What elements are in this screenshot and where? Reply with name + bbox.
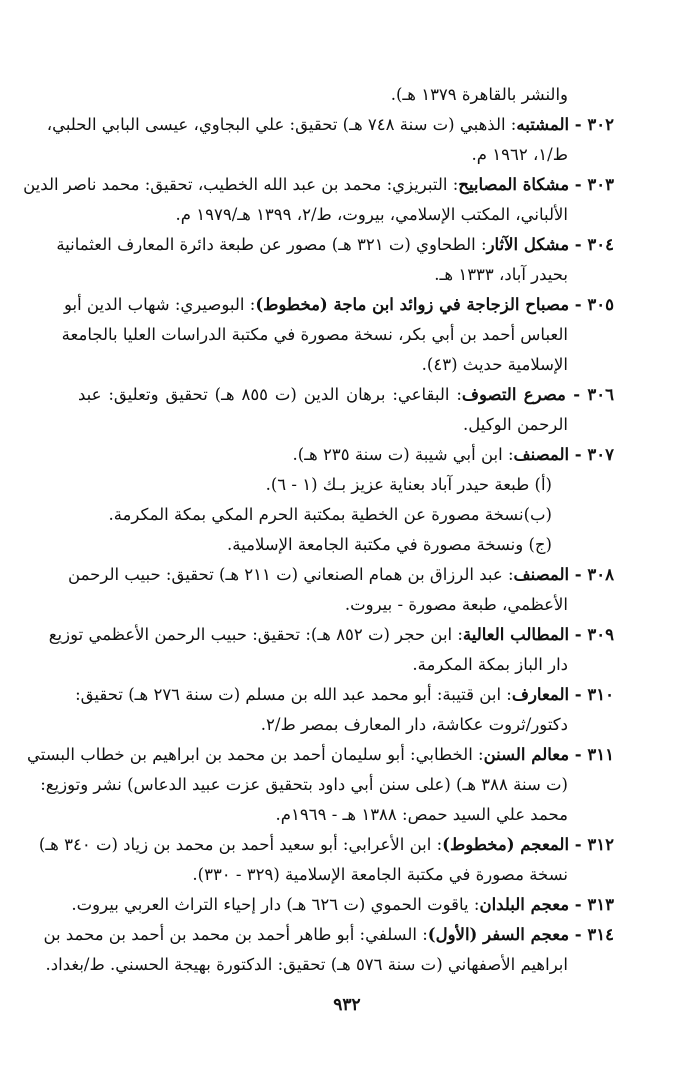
entry-text: ابراهيم الأصفهاني (ت سنة ٥٧٦ هـ) تحقيق: الدكتورة بهيجة الحسني. ط/بغداد.	[45, 955, 568, 974]
entry-text: والنشر بالقاهرة ١٣٧٩ هـ).	[390, 85, 568, 104]
entry-title: معالم السنن	[483, 745, 570, 764]
entry-text: الإسلامية حديث (٤٣).	[421, 355, 568, 374]
entry-text: (ج) ونسخة مصورة في مكتبة الجامعة الإسلامية.	[227, 535, 552, 554]
entry-number: ٣٠٥ -	[569, 295, 614, 314]
entry-title: المشتبه	[516, 115, 570, 134]
entry-number: ٣١١ -	[569, 745, 614, 764]
entry-text: (أ) طبعة حيدر آباد بعناية عزيز بـك (١ - ٦).	[265, 475, 552, 494]
entry-first-line	[78, 380, 614, 410]
entry-title: مصرع التصوف	[461, 385, 566, 404]
entry-title: مصباح الزجاجة في زوائد ابن ماجة (مخطوط)	[255, 295, 570, 314]
entry-first-line	[75, 680, 614, 710]
entry-title: المعارف	[511, 685, 570, 704]
entry-text: بحيدر آباد، ١٣٣٣ هـ.	[434, 265, 568, 284]
entry-sub-item-line	[78, 530, 614, 560]
entry-text: : السلفي: أبو طاهر أحمد بن محمد بن أحمد بن محمد بن	[43, 925, 428, 944]
entry-continuation-line	[78, 260, 614, 290]
entry-text: : ياقوت الحموي (ت ٦٢٦ هـ) دار إحياء التراث العربي بيروت.	[71, 895, 480, 914]
page-number: ٩٣٢	[333, 995, 361, 1015]
entry-text: : ابن حجر (ت ٨٥٢ هـ): تحقيق: حبيب الرحمن الأعظمي توزيع	[48, 625, 463, 644]
entry-sub-item-line	[78, 500, 614, 530]
entry-first-line	[71, 890, 614, 920]
entry-number: ٣١٢ -	[569, 835, 614, 854]
entry-continuation-line	[78, 200, 614, 230]
entry-first-line	[78, 440, 614, 470]
entry-text: الرحمن الوكيل.	[463, 415, 568, 434]
entry-first-line	[43, 920, 614, 950]
entry-title: مشكاة المصابيح	[458, 175, 570, 194]
entry-title: المعجم (مخطوط)	[442, 835, 570, 854]
entry-text: : ابن الأعرابي: أبو سعيد أحمد بن محمد بن زياد (ت ٣٤٠ هـ)	[38, 835, 443, 854]
entry-text: : الطحاوي (ت ٣٢١ هـ) مصور عن طبعة دائرة المعارف العثمانية	[56, 235, 487, 254]
entry-number: ٣٠٩ -	[569, 625, 614, 644]
entry-title: معجم البلدان	[479, 895, 570, 914]
entry-title: المصنف	[513, 445, 570, 464]
entry-text: العباس أحمد بن أبي بكر، نسخة مصورة في مكتبة الدراسات العليا بالجامعة	[61, 325, 568, 344]
entry-first-line	[23, 170, 614, 200]
entry-continuation-line	[78, 350, 614, 380]
entry-first-line	[56, 230, 614, 260]
entry-number: ٣٠٣ -	[569, 175, 614, 194]
entry-continuation-line	[78, 80, 614, 110]
entry-text: الألباني، المكتب الإسلامي، بيروت، ط/٢، ١٣٩٩ هـ/١٩٧٩ م.	[175, 205, 568, 224]
entry-number: ٣٠٧ -	[569, 445, 614, 464]
entry-continuation-line	[61, 320, 614, 350]
entry-continuation-line	[78, 410, 614, 440]
entry-first-line	[48, 620, 614, 650]
entry-text: : ابن أبي شيبة (ت سنة ٢٣٥ هـ).	[292, 445, 514, 464]
entry-text: دار الباز بمكة المكرمة.	[412, 655, 568, 674]
entry-first-line	[38, 830, 614, 860]
entry-text: : عبد الرزاق بن همام الصنعاني (ت ٢١١ هـ) تحقيق: حبيب الرحمن	[68, 565, 514, 584]
entry-sub-item-line	[78, 470, 614, 500]
entry-number: ٣٠٨ -	[569, 565, 614, 584]
entry-number: ٣٠٢ -	[569, 115, 614, 134]
entry-title: المطالب العالية	[462, 625, 570, 644]
entry-number: ٣١٣ -	[569, 895, 614, 914]
entry-first-line	[63, 290, 614, 320]
entry-text: : الخطابي: أبو سليمان أحمد بن محمد بن ابراهيم بن خطاب البستي	[26, 745, 484, 764]
entry-title: مشكل الآثار	[486, 235, 570, 254]
entry-continuation-line	[78, 140, 614, 170]
entry-continuation-line	[78, 650, 614, 680]
entry-text: الأعظمي، طبعة مصورة - بيروت.	[344, 595, 568, 614]
entry-title: المصنف	[513, 565, 570, 584]
entry-text: : الذهبي (ت سنة ٧٤٨ هـ) تحقيق: علي البجاوي، عيسى البابي الحلبي،	[46, 115, 517, 134]
entry-continuation-line	[78, 860, 614, 890]
entry-text: : البوصيري: شهاب الدين أبو	[63, 295, 256, 314]
entry-first-line	[68, 560, 614, 590]
entry-text: : ابن قتيبة: أبو محمد عبد الله بن مسلم (ت سنة ٢٧٦ هـ) تحقيق:	[75, 685, 512, 704]
entry-number: ٣١٠ -	[569, 685, 614, 704]
entry-continuation-line	[78, 800, 614, 830]
entry-text: محمد علي السيد حمص: ١٣٨٨ هـ - ١٩٦٩م.	[275, 805, 568, 824]
entry-text: : التبريزي: محمد بن عبد الله الخطيب، تحقيق: محمد ناصر الدين	[23, 175, 459, 194]
entry-number: ٣١٤ -	[569, 925, 614, 944]
entry-continuation-line	[78, 590, 614, 620]
entry-title: معجم السفر (الأول)	[427, 925, 570, 944]
entry-continuation-line	[40, 770, 614, 800]
entry-text: نسخة مصورة في مكتبة الجامعة الإسلامية (٣٢٩ - ٣٣٠).	[192, 865, 568, 884]
entry-first-line	[26, 740, 614, 770]
entry-text: ط/١، ١٩٦٢ م.	[471, 145, 568, 164]
entry-number: ٣٠٤ -	[569, 235, 614, 254]
entry-text: (ب)نسخة مصورة عن الخطية بمكتبة الحرم المكي بمكة المكرمة.	[108, 505, 552, 524]
bibliography-list	[23, 0, 614, 980]
entry-continuation-line	[78, 710, 614, 740]
entry-text: : البقاعي: برهان الدين (ت ٨٥٥ هـ) تحقيق وتعليق: عبد	[78, 385, 462, 404]
entry-text: (ت سنة ٣٨٨ هـ) (على سنن أبي داود بتحقيق عزت عبيد الدعاس) نشر وتوزيع:	[40, 775, 568, 794]
entry-first-line	[46, 110, 614, 140]
entry-text: دكتور/ثروت عكاشة، دار المعارف بمصر ط/٢.	[260, 715, 568, 734]
entry-continuation-line	[45, 950, 614, 980]
entry-number: ٣٠٦ -	[565, 385, 614, 404]
